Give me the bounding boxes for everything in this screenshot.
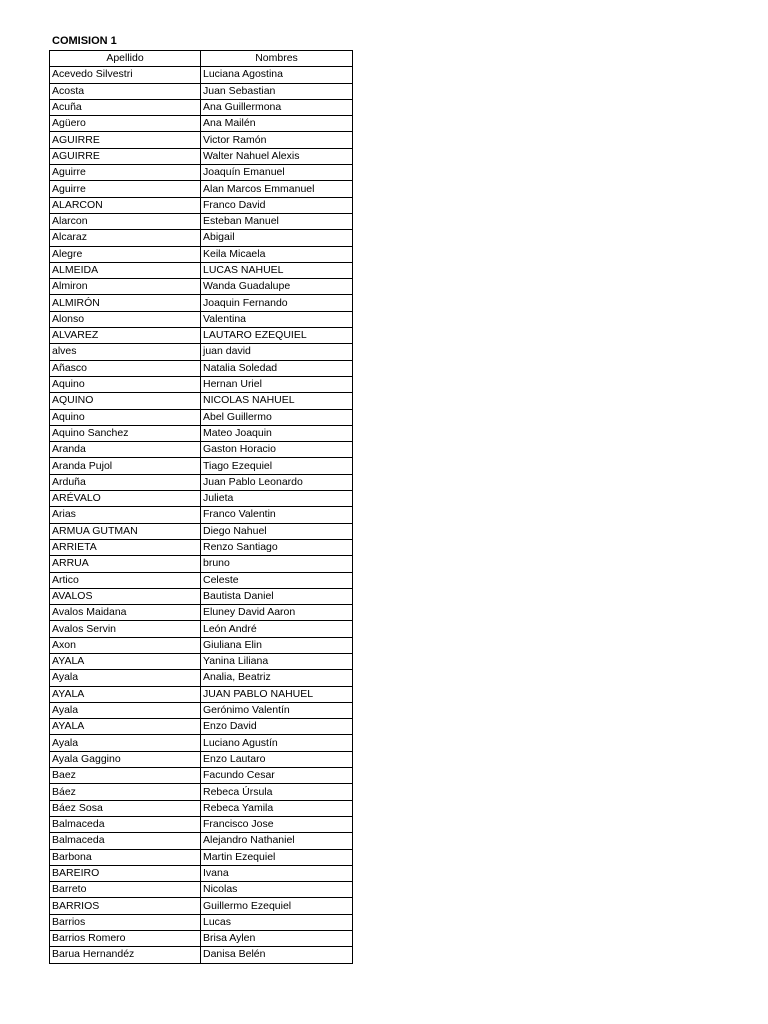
nombres-cell: Alejandro Nathaniel — [201, 833, 353, 849]
apellido-cell: Acuña — [50, 99, 201, 115]
nombres-cell: Juan Pablo Leonardo — [201, 474, 353, 490]
apellido-cell: Barreto — [50, 882, 201, 898]
apellido-cell: Barrios Romero — [50, 931, 201, 947]
table-row — [50, 539, 353, 555]
nombres-cell: León André — [201, 621, 353, 637]
table-row — [50, 686, 353, 702]
nombres-cell: Gerónimo Valentín — [201, 702, 353, 718]
table-row — [50, 181, 353, 197]
table-row — [50, 83, 353, 99]
nombres-cell: Bautista Daniel — [201, 588, 353, 604]
nombres-cell: Celeste — [201, 572, 353, 588]
table-row — [50, 914, 353, 930]
table-row — [50, 116, 353, 132]
table-row — [50, 393, 353, 409]
table-row — [50, 295, 353, 311]
apellido-cell: Alcaraz — [50, 230, 201, 246]
apellido-cell: AQUINO — [50, 393, 201, 409]
nombres-cell: NICOLAS NAHUEL — [201, 393, 353, 409]
table-row — [50, 719, 353, 735]
apellido-cell: Alarcon — [50, 213, 201, 229]
apellido-cell: Ayala — [50, 735, 201, 751]
nombres-cell: Gaston Horacio — [201, 442, 353, 458]
apellido-cell: Alegre — [50, 246, 201, 262]
table-row — [50, 653, 353, 669]
table-row — [50, 344, 353, 360]
nombres-cell: Enzo Lautaro — [201, 751, 353, 767]
apellido-cell: Báez Sosa — [50, 800, 201, 816]
nombres-cell: Ana Mailén — [201, 116, 353, 132]
table-row — [50, 556, 353, 572]
column-header-apellido: Apellido — [50, 51, 201, 67]
nombres-cell: Rebeca Úrsula — [201, 784, 353, 800]
table-row — [50, 197, 353, 213]
nombres-cell: Analia, Beatriz — [201, 670, 353, 686]
nombres-cell: Tiago Ezequiel — [201, 458, 353, 474]
nombres-cell: Francisco Jose — [201, 816, 353, 832]
nombres-cell: Enzo David — [201, 719, 353, 735]
table-row — [50, 523, 353, 539]
apellido-cell: ALMEIDA — [50, 262, 201, 278]
apellido-cell: Aquino — [50, 409, 201, 425]
nombres-cell: Martin Ezequiel — [201, 849, 353, 865]
table-row — [50, 849, 353, 865]
apellido-cell: AGUIRRE — [50, 132, 201, 148]
table-row — [50, 442, 353, 458]
table-row — [50, 165, 353, 181]
apellido-cell: Ayala — [50, 702, 201, 718]
nombres-cell: Nicolas — [201, 882, 353, 898]
nombres-cell: Natalia Soledad — [201, 360, 353, 376]
apellido-cell: Avalos Maidana — [50, 605, 201, 621]
apellido-cell: AYALA — [50, 686, 201, 702]
apellido-cell: Baez — [50, 768, 201, 784]
nombres-cell: bruno — [201, 556, 353, 572]
apellido-cell: Barua Hernandéz — [50, 947, 201, 963]
apellido-cell: Aranda — [50, 442, 201, 458]
nombres-cell: Mateo Joaquin — [201, 425, 353, 441]
apellido-cell: Aranda Pujol — [50, 458, 201, 474]
table-row — [50, 947, 353, 963]
apellido-cell: Balmaceda — [50, 816, 201, 832]
table-row — [50, 458, 353, 474]
apellido-cell: Avalos Servin — [50, 621, 201, 637]
apellido-cell: Almiron — [50, 279, 201, 295]
apellido-cell: Arias — [50, 507, 201, 523]
table-row — [50, 751, 353, 767]
nombres-cell: juan david — [201, 344, 353, 360]
apellido-cell: Axon — [50, 637, 201, 653]
roster-body — [50, 67, 353, 963]
table-row — [50, 637, 353, 653]
nombres-cell: Hernan Uriel — [201, 376, 353, 392]
table-row — [50, 670, 353, 686]
roster-table — [49, 50, 353, 964]
nombres-cell: Alan Marcos Emmanuel — [201, 181, 353, 197]
apellido-cell: Acosta — [50, 83, 201, 99]
table-row — [50, 865, 353, 881]
apellido-cell: Aguirre — [50, 181, 201, 197]
table-row — [50, 360, 353, 376]
apellido-cell: alves — [50, 344, 201, 360]
apellido-cell: Alonso — [50, 311, 201, 327]
nombres-cell: Yanina Liliana — [201, 653, 353, 669]
header-row — [50, 51, 353, 67]
table-row — [50, 328, 353, 344]
apellido-cell: Balmaceda — [50, 833, 201, 849]
table-row — [50, 621, 353, 637]
nombres-cell: Julieta — [201, 491, 353, 507]
nombres-cell: LUCAS NAHUEL — [201, 262, 353, 278]
apellido-cell: BARRIOS — [50, 898, 201, 914]
nombres-cell: Abel Guillermo — [201, 409, 353, 425]
nombres-cell: Rebeca Yamila — [201, 800, 353, 816]
table-row — [50, 605, 353, 621]
nombres-cell: Brisa Aylen — [201, 931, 353, 947]
apellido-cell: ARMUA GUTMAN — [50, 523, 201, 539]
apellido-cell: Barrios — [50, 914, 201, 930]
nombres-cell: Ivana — [201, 865, 353, 881]
nombres-cell: Juan Sebastian — [201, 83, 353, 99]
apellido-cell: ALARCON — [50, 197, 201, 213]
apellido-cell: ARÉVALO — [50, 491, 201, 507]
apellido-cell: AYALA — [50, 653, 201, 669]
table-row — [50, 425, 353, 441]
apellido-cell: ALVAREZ — [50, 328, 201, 344]
apellido-cell: Ayala — [50, 670, 201, 686]
table-row — [50, 262, 353, 278]
apellido-cell: Aquino Sanchez — [50, 425, 201, 441]
nombres-cell: Lucas — [201, 914, 353, 930]
nombres-cell: Keila Micaela — [201, 246, 353, 262]
nombres-cell: Joaquin Fernando — [201, 295, 353, 311]
table-row — [50, 279, 353, 295]
table-row — [50, 376, 353, 392]
table-row — [50, 816, 353, 832]
table-row — [50, 99, 353, 115]
nombres-cell: LAUTARO EZEQUIEL — [201, 328, 353, 344]
nombres-cell: Franco David — [201, 197, 353, 213]
apellido-cell: Artico — [50, 572, 201, 588]
apellido-cell: Aquino — [50, 376, 201, 392]
table-row — [50, 230, 353, 246]
nombres-cell: Luciana Agostina — [201, 67, 353, 83]
column-header-nombres: Nombres — [201, 51, 353, 67]
table-row — [50, 588, 353, 604]
apellido-cell: Arduña — [50, 474, 201, 490]
apellido-cell: Añasco — [50, 360, 201, 376]
nombres-cell: Facundo Cesar — [201, 768, 353, 784]
apellido-cell: ARRUA — [50, 556, 201, 572]
apellido-cell: AGUIRRE — [50, 148, 201, 164]
table-row — [50, 507, 353, 523]
nombres-cell: Abigail — [201, 230, 353, 246]
nombres-cell: Esteban Manuel — [201, 213, 353, 229]
table-row — [50, 784, 353, 800]
apellido-cell: AVALOS — [50, 588, 201, 604]
apellido-cell: Ayala Gaggino — [50, 751, 201, 767]
apellido-cell: Barbona — [50, 849, 201, 865]
apellido-cell: Báez — [50, 784, 201, 800]
table-row — [50, 882, 353, 898]
nombres-cell: Wanda Guadalupe — [201, 279, 353, 295]
table-row — [50, 898, 353, 914]
table-row — [50, 833, 353, 849]
apellido-cell: AYALA — [50, 719, 201, 735]
nombres-cell: Giuliana Elin — [201, 637, 353, 653]
nombres-cell: Victor Ramón — [201, 132, 353, 148]
apellido-cell: Agüero — [50, 116, 201, 132]
table-row — [50, 572, 353, 588]
table-row — [50, 800, 353, 816]
table-row — [50, 702, 353, 718]
table-row — [50, 491, 353, 507]
nombres-cell: Valentina — [201, 311, 353, 327]
apellido-cell: Aguirre — [50, 165, 201, 181]
nombres-cell: Luciano Agustín — [201, 735, 353, 751]
nombres-cell: Renzo Santiago — [201, 539, 353, 555]
table-row — [50, 213, 353, 229]
nombres-cell: Eluney David Aaron — [201, 605, 353, 621]
nombres-cell: Guillermo Ezequiel — [201, 898, 353, 914]
table-row — [50, 735, 353, 751]
nombres-cell: Joaquín Emanuel — [201, 165, 353, 181]
sheet-title: COMISION 1 — [52, 35, 117, 47]
table-row — [50, 768, 353, 784]
apellido-cell: Acevedo Silvestri — [50, 67, 201, 83]
nombres-cell: JUAN PABLO NAHUEL — [201, 686, 353, 702]
table-row — [50, 67, 353, 83]
table-row — [50, 148, 353, 164]
table-row — [50, 311, 353, 327]
nombres-cell: Danisa Belén — [201, 947, 353, 963]
table-row — [50, 409, 353, 425]
apellido-cell: ALMIRÓN — [50, 295, 201, 311]
table-row — [50, 931, 353, 947]
nombres-cell: Ana Guillermona — [201, 99, 353, 115]
apellido-cell: ARRIETA — [50, 539, 201, 555]
nombres-cell: Diego Nahuel — [201, 523, 353, 539]
table-row — [50, 132, 353, 148]
apellido-cell: BAREIRO — [50, 865, 201, 881]
nombres-cell: Franco Valentin — [201, 507, 353, 523]
table-row — [50, 474, 353, 490]
nombres-cell: Walter Nahuel Alexis — [201, 148, 353, 164]
table-row — [50, 246, 353, 262]
